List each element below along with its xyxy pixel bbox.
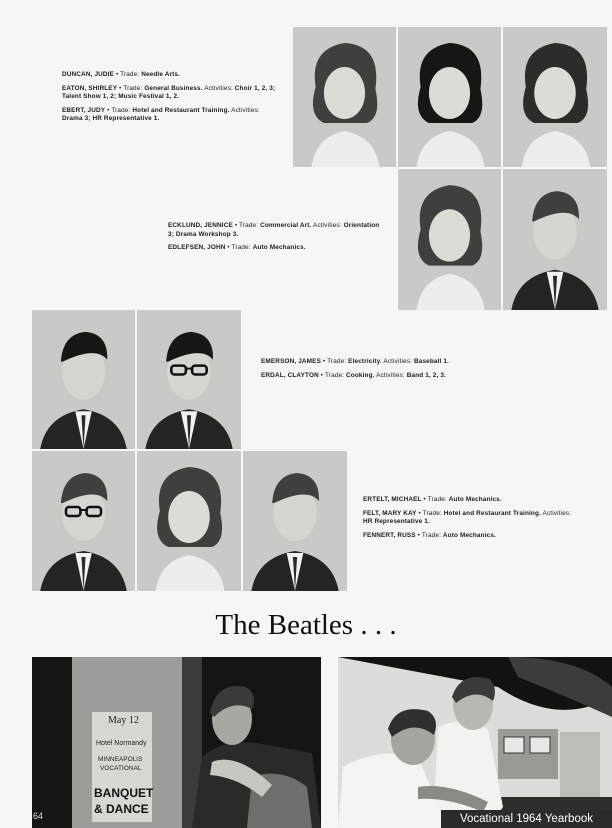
- student-detail-value: Cooking.: [346, 371, 375, 379]
- portrait-image: [293, 27, 396, 167]
- portrait-photo-felt: [137, 451, 241, 591]
- student-name: FENNERT, RUSS: [363, 531, 416, 539]
- student-detail-label: Activities:: [540, 509, 572, 517]
- portrait-photo-fennert: [243, 451, 347, 591]
- student-detail-value: Electricity.: [348, 358, 382, 365]
- portrait-photo-emerson: [32, 310, 135, 449]
- portrait-image: [137, 451, 241, 591]
- poster-line-1: May 12: [108, 715, 139, 726]
- student-name: EMERSON, JAMES: [261, 358, 321, 365]
- poster-line-3: MINNEAPOLIS: [98, 756, 143, 763]
- student-name: ERTELT, MICHAEL: [363, 496, 422, 503]
- page-headline: The Beatles . . .: [215, 609, 397, 641]
- portrait-photo-ebert: [503, 27, 607, 167]
- portrait-photo-ertelt: [32, 451, 135, 591]
- portrait-image: [243, 451, 347, 591]
- student-detail-label: • Trade:: [320, 358, 349, 365]
- student-entry: [261, 372, 476, 381]
- student-detail-label: Activities:: [202, 84, 235, 92]
- portrait-image: [503, 169, 607, 310]
- student-detail-label: Activities:: [229, 106, 260, 114]
- student-detail-value: HR Representative 1.: [363, 518, 430, 526]
- poster-line-5: BANQUET: [94, 786, 154, 800]
- student-detail-value: Band 1, 2, 3.: [406, 371, 446, 379]
- student-entry: [363, 510, 579, 527]
- student-entry: [363, 496, 579, 505]
- entries-block-4: [363, 496, 579, 545]
- student-name: EDLEFSEN, JOHN: [168, 244, 226, 252]
- portrait-photo-edlefsen: [503, 169, 607, 310]
- student-name: EATON, SHIRLEY: [62, 84, 118, 92]
- student-name: ERDAL, CLAYTON: [261, 371, 319, 379]
- student-detail-value: General Business.: [144, 84, 203, 92]
- student-detail-value: Auto Mechanics.: [442, 531, 496, 539]
- student-detail-label: • Trade:: [232, 222, 261, 229]
- portrait-image: [503, 27, 607, 167]
- student-entry: [62, 85, 277, 102]
- student-detail-label: • Trade:: [415, 531, 443, 539]
- student-detail-value: Auto Mechanics.: [448, 496, 502, 503]
- student-detail-label: Activities:: [311, 222, 344, 229]
- student-detail-label: • Trade:: [421, 496, 449, 503]
- portrait-image: [32, 451, 135, 591]
- poster-line-2: Hotel Normandy: [96, 740, 147, 747]
- student-detail-label: • Trade:: [117, 84, 145, 92]
- portrait-image: [137, 310, 241, 449]
- portrait-photo-duncan: [293, 27, 396, 167]
- student-detail-label: Activities:: [374, 371, 407, 379]
- student-detail-value: Baseball 1.: [413, 358, 450, 365]
- student-detail-label: • Trade:: [416, 509, 444, 517]
- student-entry: [62, 71, 277, 80]
- poster-line-4: VOCATIONAL: [100, 765, 142, 772]
- entries-block-1: [62, 71, 277, 129]
- student-name: DUNCAN, JUDIE: [62, 71, 115, 78]
- student-detail-value: Hotel and Restaurant Training.: [132, 106, 230, 114]
- student-detail-value: Auto Mechanics.: [252, 244, 306, 252]
- student-detail-value: Orientation 3; Drama Workshop 3.: [168, 222, 380, 238]
- student-name: FELT, MARY KAY: [363, 509, 417, 517]
- candid-photo-auto-shop: [338, 657, 612, 828]
- candid-photo-banquet-poster: [32, 657, 321, 828]
- student-detail-label: • Trade:: [318, 371, 347, 379]
- student-detail-value: Commercial Art.: [260, 222, 312, 229]
- student-detail-value: Hotel and Restaurant Training.: [443, 509, 541, 517]
- poster-line-6: & DANCE: [94, 802, 149, 816]
- student-entry: [168, 222, 383, 239]
- student-detail-label: • Trade:: [114, 71, 142, 78]
- portrait-photo-erdal: [137, 310, 241, 449]
- student-detail-label: Activities:: [381, 358, 414, 365]
- student-name: ECKLUND, JENNICE: [168, 222, 233, 229]
- student-detail-value: Needle Arts.: [141, 71, 181, 78]
- candid-photo-left-image: [32, 657, 321, 828]
- student-entry: [363, 532, 579, 541]
- student-detail-label: • Trade:: [105, 106, 133, 114]
- portrait-photo-ecklund: [398, 169, 501, 310]
- portrait-image: [32, 310, 135, 449]
- student-name: EBERT, JUDY: [62, 106, 106, 114]
- yearbook-watermark: Vocational 1964 Yearbook: [441, 810, 612, 828]
- student-detail-value: Drama 3; HR Representative 1.: [62, 115, 160, 123]
- student-entry: [261, 358, 476, 367]
- portrait-image: [398, 169, 501, 310]
- student-entry: [62, 107, 277, 124]
- student-detail-label: • Trade:: [225, 244, 253, 252]
- entries-block-3: [261, 358, 476, 385]
- portrait-image: [398, 27, 501, 167]
- page-number: 64: [33, 811, 44, 821]
- student-detail-value: Choir 1, 2, 3; Talent Show 1, 2; Music Festival 1, 2.: [62, 84, 276, 101]
- student-entry: [168, 244, 383, 253]
- entries-block-2: [168, 222, 383, 258]
- portrait-photo-eaton: [398, 27, 501, 167]
- candid-photo-right-image: [338, 657, 612, 828]
